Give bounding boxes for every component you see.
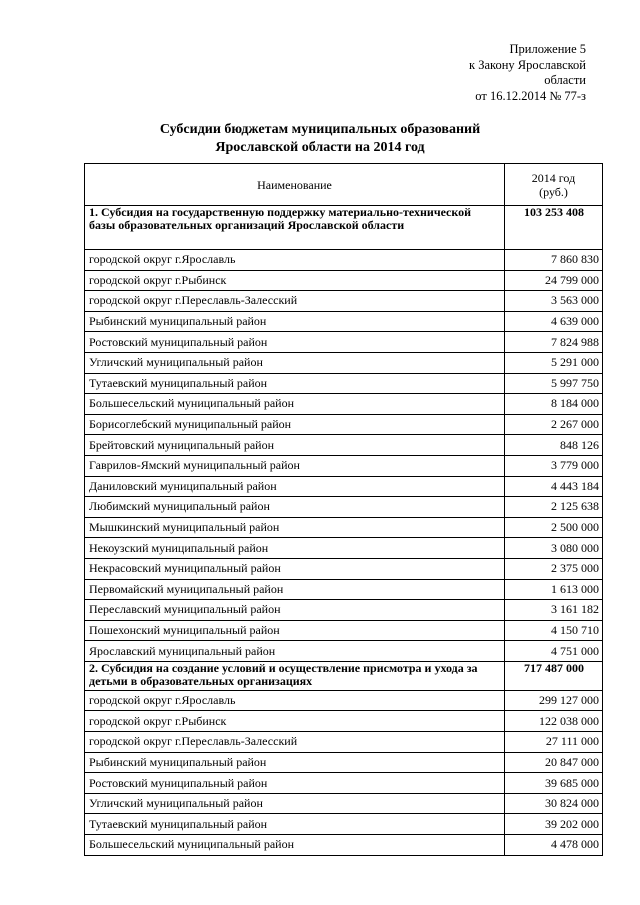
row-name: Рыбинский муниципальный район <box>85 311 505 332</box>
table-row <box>85 793 603 814</box>
title-line: Субсидии бюджетам муниципальных образований <box>159 122 481 137</box>
row-name: Некоузский муниципальный район <box>85 538 505 559</box>
row-amount: 4 443 184 <box>505 476 603 497</box>
column-header-year-label: 2014 год <box>531 170 576 185</box>
table-row <box>85 773 603 794</box>
row-name: Брейтовский муниципальный район <box>85 435 505 456</box>
table-row <box>85 732 603 753</box>
table-row <box>85 394 603 415</box>
row-amount: 1 613 000 <box>505 579 603 600</box>
table-row <box>85 332 603 353</box>
section-row <box>85 661 603 690</box>
section-title: 1. Субсидия на государственную поддержку материально-технической базы образовательных организаций Ярославской области <box>85 206 505 250</box>
row-amount: 4 478 000 <box>505 835 603 856</box>
table-header-row <box>85 164 603 206</box>
table-row <box>85 835 603 856</box>
row-amount: 27 111 000 <box>505 732 603 753</box>
title-line: Ярославской области на 2014 год <box>215 140 425 155</box>
row-amount: 2 375 000 <box>505 558 603 579</box>
appendix-line: Приложение 5 <box>509 42 586 56</box>
row-name: Большесельский муниципальный район <box>85 835 505 856</box>
table-row <box>85 690 603 711</box>
row-name: Некрасовский муниципальный район <box>85 558 505 579</box>
row-name: Угличский муниципальный район <box>85 793 505 814</box>
section-title: 2. Субсидия на создание условий и осуществление присмотра и ухода за детьми в образовательных организациях <box>85 661 505 690</box>
table-row <box>85 517 603 538</box>
table-row <box>85 455 603 476</box>
row-amount: 2 125 638 <box>505 497 603 518</box>
row-amount: 5 291 000 <box>505 352 603 373</box>
row-amount: 24 799 000 <box>505 270 603 291</box>
row-name: Пошехонский муниципальный район <box>85 620 505 641</box>
row-name: Ярославский муниципальный район <box>85 641 505 662</box>
row-name: Рыбинский муниципальный район <box>85 752 505 773</box>
row-name: городской округ г.Переславль-Залесский <box>85 291 505 312</box>
table-row <box>85 558 603 579</box>
row-name: Гаврилов-Ямский муниципальный район <box>85 455 505 476</box>
row-name: Любимский муниципальный район <box>85 497 505 518</box>
row-name: Угличский муниципальный район <box>85 352 505 373</box>
row-amount: 8 184 000 <box>505 394 603 415</box>
table-row <box>85 250 603 271</box>
row-name: Борисоглебский муниципальный район <box>85 414 505 435</box>
table-row <box>85 620 603 641</box>
row-amount: 7 824 988 <box>505 332 603 353</box>
row-amount: 848 126 <box>505 435 603 456</box>
row-amount: 2 500 000 <box>505 517 603 538</box>
row-name: Тутаевский муниципальный район <box>85 373 505 394</box>
section-row <box>85 206 603 250</box>
section-total: 717 487 000 <box>505 661 603 690</box>
row-name: Ростовский муниципальный район <box>85 773 505 794</box>
row-amount: 299 127 000 <box>505 690 603 711</box>
row-amount: 7 860 830 <box>505 250 603 271</box>
document-title <box>0 121 640 157</box>
row-name: Мышкинский муниципальный район <box>85 517 505 538</box>
table-row <box>85 579 603 600</box>
table-row <box>85 538 603 559</box>
table-row <box>85 435 603 456</box>
row-amount: 39 685 000 <box>505 773 603 794</box>
row-name: Переславский муниципальный район <box>85 600 505 621</box>
row-amount: 3 161 182 <box>505 600 603 621</box>
row-amount: 122 038 000 <box>505 711 603 732</box>
row-name: Даниловский муниципальный район <box>85 476 505 497</box>
row-amount: 39 202 000 <box>505 814 603 835</box>
row-amount: 4 751 000 <box>505 641 603 662</box>
row-amount: 5 997 750 <box>505 373 603 394</box>
row-amount: 20 847 000 <box>505 752 603 773</box>
table-row <box>85 291 603 312</box>
table-row <box>85 711 603 732</box>
row-name: Ростовский муниципальный район <box>85 332 505 353</box>
appendix-line: к Закону Ярославской <box>469 57 586 72</box>
table-row <box>85 814 603 835</box>
row-amount: 3 563 000 <box>505 291 603 312</box>
column-header-year <box>505 164 603 206</box>
row-name: городской округ г.Переславль-Залесский <box>85 732 505 753</box>
row-amount: 4 150 710 <box>505 620 603 641</box>
row-name: городской округ г.Рыбинск <box>85 711 505 732</box>
column-header-unit: (руб.) <box>539 184 568 199</box>
row-amount: 30 824 000 <box>505 793 603 814</box>
table-row <box>85 641 603 662</box>
row-name: городской округ г.Ярославль <box>85 690 505 711</box>
appendix-line: от 16.12.2014 № 77-з <box>475 88 586 103</box>
row-amount: 2 267 000 <box>505 414 603 435</box>
appendix-header <box>386 42 586 104</box>
section-total: 103 253 408 <box>505 206 603 250</box>
table-row <box>85 600 603 621</box>
row-amount: 3 779 000 <box>505 455 603 476</box>
row-name: Первомайский муниципальный район <box>85 579 505 600</box>
table-row <box>85 497 603 518</box>
row-name: городской округ г.Рыбинск <box>85 270 505 291</box>
column-header-name: Наименование <box>85 164 505 206</box>
table-row <box>85 752 603 773</box>
row-name: городской округ г.Ярославль <box>85 250 505 271</box>
row-amount: 4 639 000 <box>505 311 603 332</box>
table-row <box>85 270 603 291</box>
table-row <box>85 414 603 435</box>
row-name: Большесельский муниципальный район <box>85 394 505 415</box>
table-row <box>85 373 603 394</box>
appendix-line: области <box>544 73 586 87</box>
table-row <box>85 476 603 497</box>
subsidy-table <box>84 163 603 856</box>
table-row <box>85 311 603 332</box>
table-row <box>85 352 603 373</box>
row-amount: 3 080 000 <box>505 538 603 559</box>
row-name: Тутаевский муниципальный район <box>85 814 505 835</box>
